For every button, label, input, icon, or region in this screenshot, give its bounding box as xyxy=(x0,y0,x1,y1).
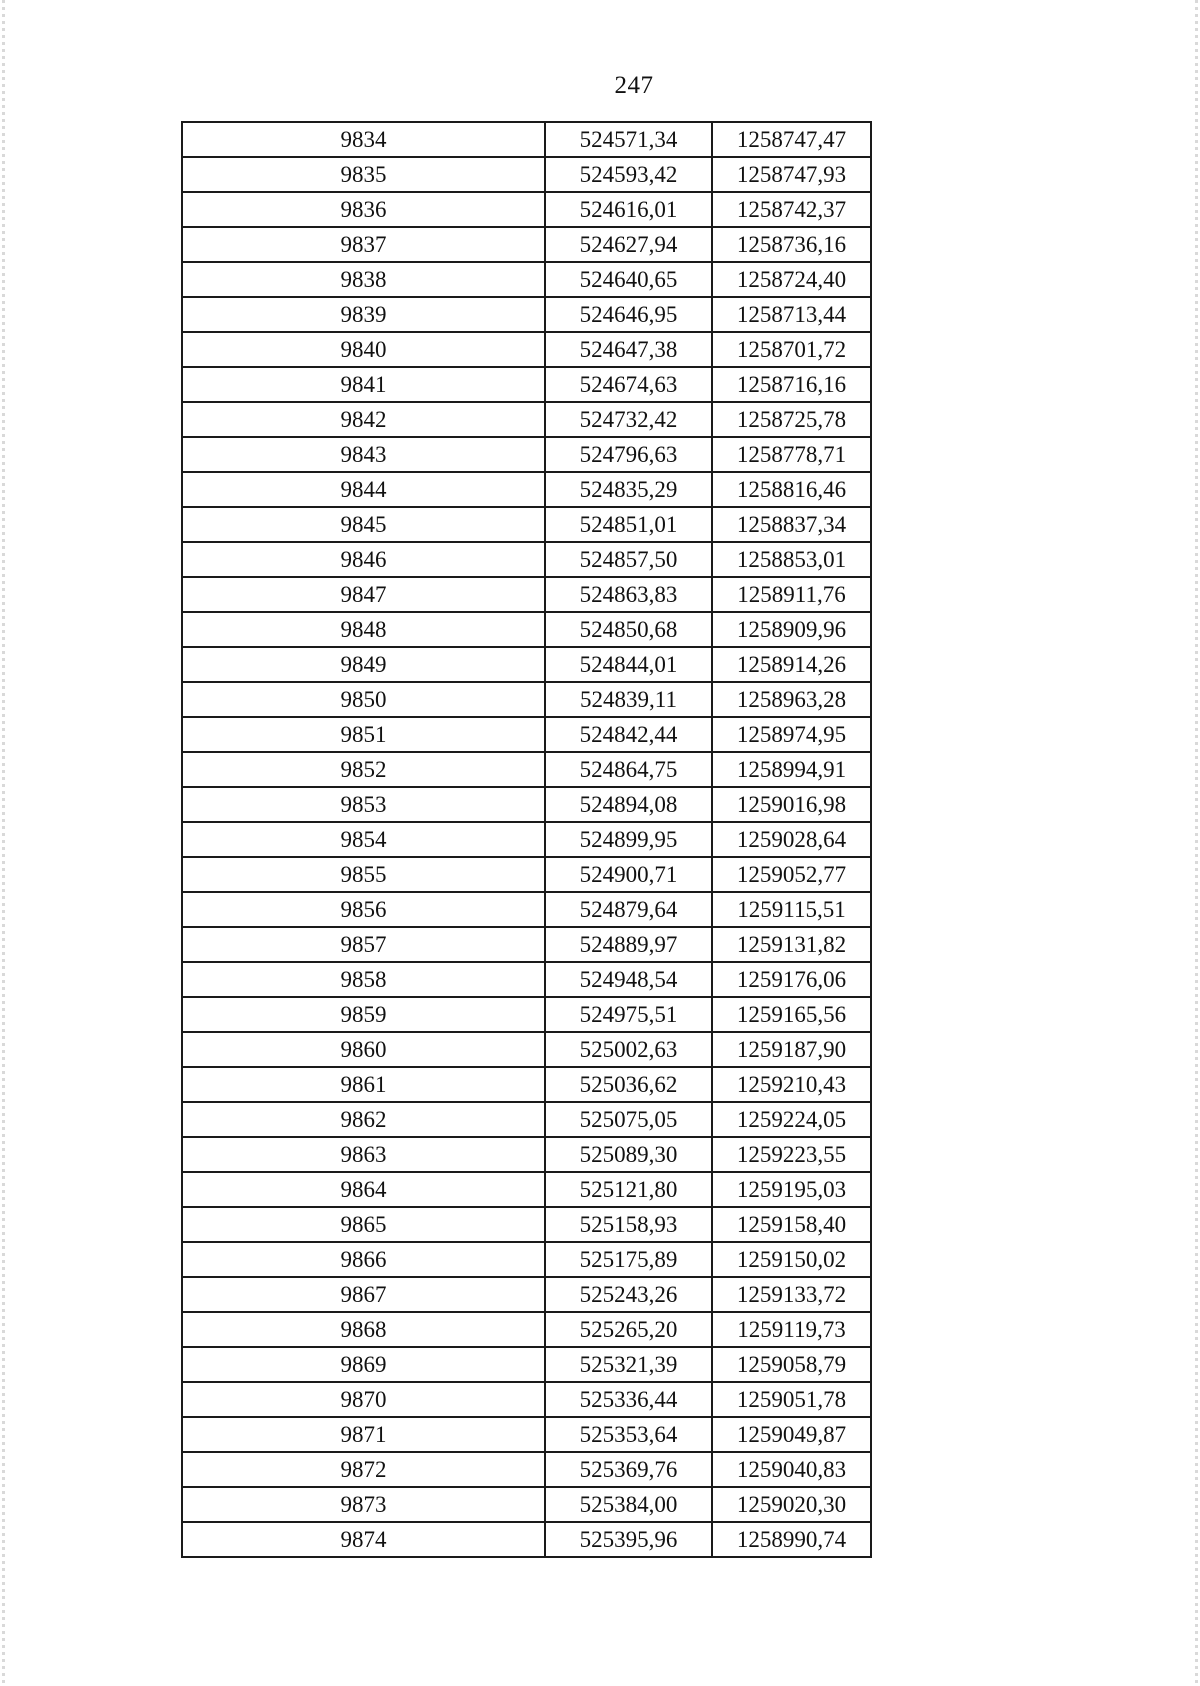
y-coordinate-cell: 1258909,96 xyxy=(712,612,871,647)
x-coordinate-cell: 524796,63 xyxy=(545,437,712,472)
y-coordinate-cell: 1258747,47 xyxy=(712,122,871,157)
x-coordinate-cell: 524571,34 xyxy=(545,122,712,157)
y-coordinate-cell: 1258974,95 xyxy=(712,717,871,752)
scan-edge-right xyxy=(1195,0,1198,1686)
x-coordinate-cell: 524835,29 xyxy=(545,472,712,507)
table-row xyxy=(182,1417,871,1452)
coordinates-table-body xyxy=(182,122,871,1557)
scan-edge-left xyxy=(2,0,5,1686)
y-coordinate-cell: 1258853,01 xyxy=(712,542,871,577)
point-number-cell: 9849 xyxy=(182,647,545,682)
x-coordinate-cell: 525002,63 xyxy=(545,1032,712,1067)
x-coordinate-cell: 524844,01 xyxy=(545,647,712,682)
x-coordinate-cell: 524889,97 xyxy=(545,927,712,962)
x-coordinate-cell: 524948,54 xyxy=(545,962,712,997)
table-row xyxy=(182,1347,871,1382)
y-coordinate-cell: 1258724,40 xyxy=(712,262,871,297)
point-number-cell: 9838 xyxy=(182,262,545,297)
x-coordinate-cell: 524646,95 xyxy=(545,297,712,332)
point-number-cell: 9857 xyxy=(182,927,545,962)
y-coordinate-cell: 1259210,43 xyxy=(712,1067,871,1102)
x-coordinate-cell: 524850,68 xyxy=(545,612,712,647)
y-coordinate-cell: 1259133,72 xyxy=(712,1277,871,1312)
y-coordinate-cell: 1258716,16 xyxy=(712,367,871,402)
x-coordinate-cell: 525089,30 xyxy=(545,1137,712,1172)
x-coordinate-cell: 524640,65 xyxy=(545,262,712,297)
table-row xyxy=(182,682,871,717)
x-coordinate-cell: 524899,95 xyxy=(545,822,712,857)
point-number-cell: 9836 xyxy=(182,192,545,227)
y-coordinate-cell: 1259176,06 xyxy=(712,962,871,997)
table-row xyxy=(182,437,871,472)
x-coordinate-cell: 525353,64 xyxy=(545,1417,712,1452)
x-coordinate-cell: 525265,20 xyxy=(545,1312,712,1347)
y-coordinate-cell: 1259187,90 xyxy=(712,1032,871,1067)
point-number-cell: 9862 xyxy=(182,1102,545,1137)
point-number-cell: 9855 xyxy=(182,857,545,892)
x-coordinate-cell: 524593,42 xyxy=(545,157,712,192)
point-number-cell: 9873 xyxy=(182,1487,545,1522)
point-number-cell: 9863 xyxy=(182,1137,545,1172)
table-row xyxy=(182,1102,871,1137)
y-coordinate-cell: 1259115,51 xyxy=(712,892,871,927)
y-coordinate-cell: 1258701,72 xyxy=(712,332,871,367)
x-coordinate-cell: 524616,01 xyxy=(545,192,712,227)
x-coordinate-cell: 524674,63 xyxy=(545,367,712,402)
y-coordinate-cell: 1258778,71 xyxy=(712,437,871,472)
table-row xyxy=(182,402,871,437)
x-coordinate-cell: 524839,11 xyxy=(545,682,712,717)
y-coordinate-cell: 1259165,56 xyxy=(712,997,871,1032)
x-coordinate-cell: 524851,01 xyxy=(545,507,712,542)
point-number-cell: 9843 xyxy=(182,437,545,472)
table-row xyxy=(182,892,871,927)
point-number-cell: 9872 xyxy=(182,1452,545,1487)
x-coordinate-cell: 524900,71 xyxy=(545,857,712,892)
table-row xyxy=(182,1522,871,1557)
point-number-cell: 9845 xyxy=(182,507,545,542)
table-row xyxy=(182,297,871,332)
point-number-cell: 9870 xyxy=(182,1382,545,1417)
point-number-cell: 9856 xyxy=(182,892,545,927)
y-coordinate-cell: 1258816,46 xyxy=(712,472,871,507)
point-number-cell: 9841 xyxy=(182,367,545,402)
y-coordinate-cell: 1259150,02 xyxy=(712,1242,871,1277)
table-row xyxy=(182,1172,871,1207)
x-coordinate-cell: 524732,42 xyxy=(545,402,712,437)
page-number: 247 xyxy=(614,72,654,99)
y-coordinate-cell: 1258713,44 xyxy=(712,297,871,332)
x-coordinate-cell: 525369,76 xyxy=(545,1452,712,1487)
y-coordinate-cell: 1258742,37 xyxy=(712,192,871,227)
point-number-cell: 9834 xyxy=(182,122,545,157)
table-row xyxy=(182,647,871,682)
x-coordinate-cell: 524863,83 xyxy=(545,577,712,612)
y-coordinate-cell: 1258725,78 xyxy=(712,402,871,437)
table-row xyxy=(182,1452,871,1487)
x-coordinate-cell: 525395,96 xyxy=(545,1522,712,1557)
table-row xyxy=(182,542,871,577)
table-row xyxy=(182,507,871,542)
x-coordinate-cell: 525243,26 xyxy=(545,1277,712,1312)
y-coordinate-cell: 1258914,26 xyxy=(712,647,871,682)
y-coordinate-cell: 1259131,82 xyxy=(712,927,871,962)
table-row xyxy=(182,717,871,752)
point-number-cell: 9848 xyxy=(182,612,545,647)
x-coordinate-cell: 524647,38 xyxy=(545,332,712,367)
table-row xyxy=(182,262,871,297)
x-coordinate-cell: 524627,94 xyxy=(545,227,712,262)
y-coordinate-cell: 1259158,40 xyxy=(712,1207,871,1242)
point-number-cell: 9850 xyxy=(182,682,545,717)
point-number-cell: 9835 xyxy=(182,157,545,192)
x-coordinate-cell: 524975,51 xyxy=(545,997,712,1032)
x-coordinate-cell: 525121,80 xyxy=(545,1172,712,1207)
x-coordinate-cell: 524857,50 xyxy=(545,542,712,577)
x-coordinate-cell: 525384,00 xyxy=(545,1487,712,1522)
y-coordinate-cell: 1259195,03 xyxy=(712,1172,871,1207)
table-row xyxy=(182,1382,871,1417)
y-coordinate-cell: 1259119,73 xyxy=(712,1312,871,1347)
y-coordinate-cell: 1258736,16 xyxy=(712,227,871,262)
table-row xyxy=(182,927,871,962)
table-row xyxy=(182,857,871,892)
point-number-cell: 9866 xyxy=(182,1242,545,1277)
table-row xyxy=(182,1277,871,1312)
point-number-cell: 9840 xyxy=(182,332,545,367)
y-coordinate-cell: 1259223,55 xyxy=(712,1137,871,1172)
x-coordinate-cell: 525336,44 xyxy=(545,1382,712,1417)
y-coordinate-cell: 1258994,91 xyxy=(712,752,871,787)
y-coordinate-cell: 1259051,78 xyxy=(712,1382,871,1417)
point-number-cell: 9854 xyxy=(182,822,545,857)
x-coordinate-cell: 525075,05 xyxy=(545,1102,712,1137)
y-coordinate-cell: 1258837,34 xyxy=(712,507,871,542)
point-number-cell: 9852 xyxy=(182,752,545,787)
x-coordinate-cell: 525036,62 xyxy=(545,1067,712,1102)
y-coordinate-cell: 1259058,79 xyxy=(712,1347,871,1382)
point-number-cell: 9839 xyxy=(182,297,545,332)
coordinates-table xyxy=(181,121,872,1558)
table-row xyxy=(182,227,871,262)
point-number-cell: 9837 xyxy=(182,227,545,262)
point-number-cell: 9868 xyxy=(182,1312,545,1347)
x-coordinate-cell: 524864,75 xyxy=(545,752,712,787)
table-row xyxy=(182,822,871,857)
point-number-cell: 9864 xyxy=(182,1172,545,1207)
table-row xyxy=(182,612,871,647)
y-coordinate-cell: 1258747,93 xyxy=(712,157,871,192)
point-number-cell: 9847 xyxy=(182,577,545,612)
x-coordinate-cell: 524894,08 xyxy=(545,787,712,822)
point-number-cell: 9859 xyxy=(182,997,545,1032)
table-row xyxy=(182,1067,871,1102)
y-coordinate-cell: 1259040,83 xyxy=(712,1452,871,1487)
point-number-cell: 9874 xyxy=(182,1522,545,1557)
table-row xyxy=(182,997,871,1032)
point-number-cell: 9860 xyxy=(182,1032,545,1067)
table-row xyxy=(182,1137,871,1172)
point-number-cell: 9861 xyxy=(182,1067,545,1102)
y-coordinate-cell: 1259020,30 xyxy=(712,1487,871,1522)
point-number-cell: 9853 xyxy=(182,787,545,822)
table-row xyxy=(182,122,871,157)
table-row xyxy=(182,192,871,227)
table-row xyxy=(182,577,871,612)
point-number-cell: 9871 xyxy=(182,1417,545,1452)
table-row xyxy=(182,1032,871,1067)
point-number-cell: 9846 xyxy=(182,542,545,577)
table-row xyxy=(182,157,871,192)
table-row xyxy=(182,962,871,997)
point-number-cell: 9851 xyxy=(182,717,545,752)
table-row xyxy=(182,1242,871,1277)
point-number-cell: 9858 xyxy=(182,962,545,997)
y-coordinate-cell: 1259016,98 xyxy=(712,787,871,822)
point-number-cell: 9842 xyxy=(182,402,545,437)
y-coordinate-cell: 1259052,77 xyxy=(712,857,871,892)
point-number-cell: 9865 xyxy=(182,1207,545,1242)
table-row xyxy=(182,367,871,402)
point-number-cell: 9867 xyxy=(182,1277,545,1312)
y-coordinate-cell: 1259049,87 xyxy=(712,1417,871,1452)
table-row xyxy=(182,1487,871,1522)
y-coordinate-cell: 1258963,28 xyxy=(712,682,871,717)
point-number-cell: 9869 xyxy=(182,1347,545,1382)
y-coordinate-cell: 1259224,05 xyxy=(712,1102,871,1137)
y-coordinate-cell: 1258990,74 xyxy=(712,1522,871,1557)
y-coordinate-cell: 1258911,76 xyxy=(712,577,871,612)
table-row xyxy=(182,1207,871,1242)
point-number-cell: 9844 xyxy=(182,472,545,507)
table-row xyxy=(182,472,871,507)
x-coordinate-cell: 525175,89 xyxy=(545,1242,712,1277)
table-row xyxy=(182,787,871,822)
x-coordinate-cell: 525158,93 xyxy=(545,1207,712,1242)
x-coordinate-cell: 524879,64 xyxy=(545,892,712,927)
y-coordinate-cell: 1259028,64 xyxy=(712,822,871,857)
table-row xyxy=(182,332,871,367)
x-coordinate-cell: 525321,39 xyxy=(545,1347,712,1382)
table-row xyxy=(182,1312,871,1347)
x-coordinate-cell: 524842,44 xyxy=(545,717,712,752)
table-row xyxy=(182,752,871,787)
